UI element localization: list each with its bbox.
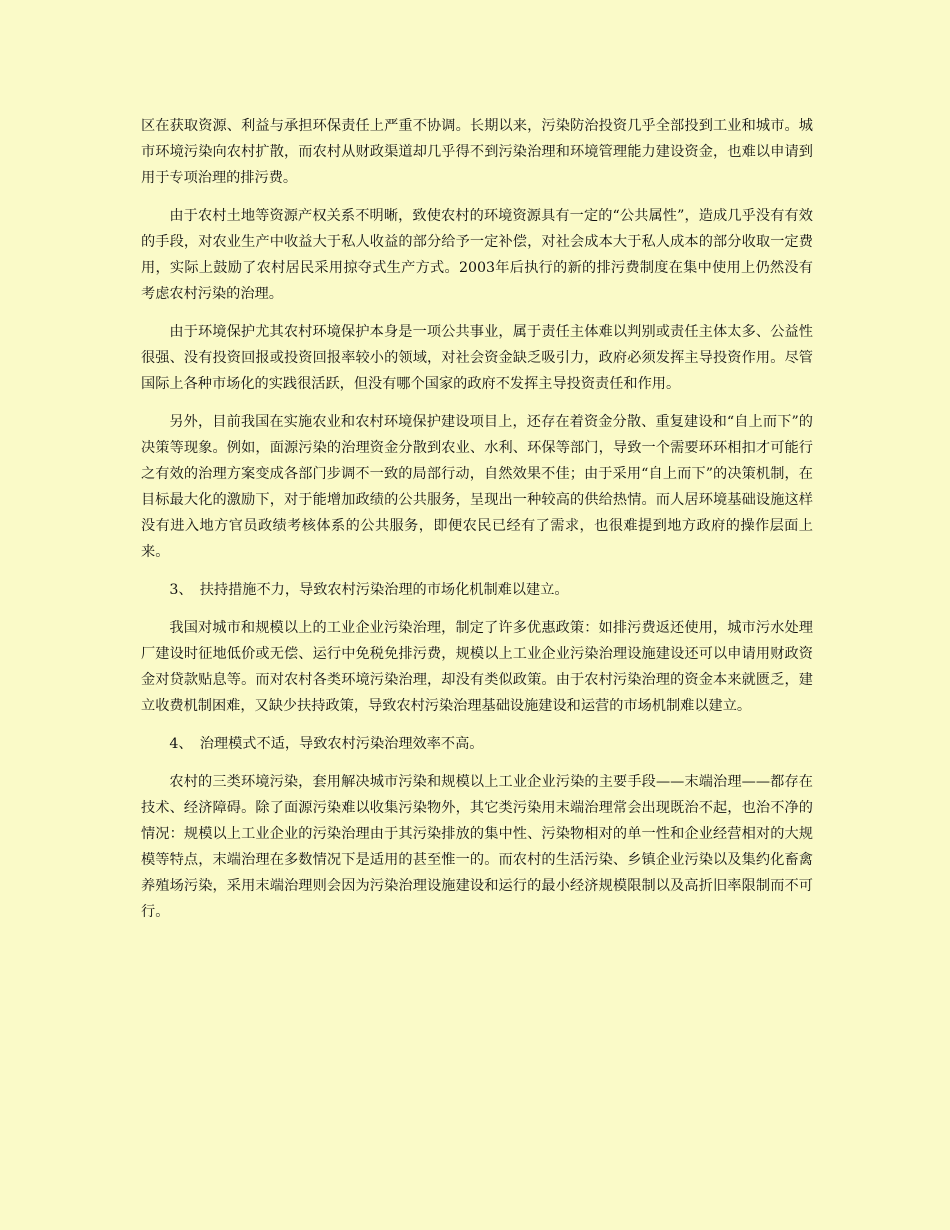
paragraph-property-rights: 由于农村土地等资源产权关系不明晰，致使农村的环境资源具有一定的“公共属性”，造成几乎没有有效的手段，对农业生产中收益大于私人收益的部分给予一定补偿，对社会成本大于私人成本的部分收取一定费用，实际上鼓励了农村居民采用掠夺式生产方式。2003年后执行的新的排污费制度在集中使用上仍然没有考虑农村污染的治理。 [141, 208, 813, 302]
paragraph-public-undertaking: 由于环境保护尤其农村环境保护本身是一项公共事业，属于责任主体难以判别或责任主体太多、公益性很强、没有投资回报或投资回报率较小的领域，对社会资金缺乏吸引力，政府必须发挥主导投资作用。尽管国际上各种市场化的实践很活跃，但没有哪个国家的政府不发挥主导投资责任和作用。 [141, 324, 813, 392]
paragraph-end-treatment: 农村的三类环境污染，套用解决城市污染和规模以上工业企业污染的主要手段——末端治理——都存在技术、经济障碍。除了面源污染难以收集污染物外，其它类污染用末端治理常会出现既治不起，也治不净的情况：规模以上工业企业的污染治理由于其污染排放的集中性、污染物相对的单一性和企业经营相对的大规模等特点，末端治理在多数情况下是适用的甚至惟一的。而农村的生活污染、乡镇企业污染以及集约化畜禽养殖场污染，采用末端治理则会因为污染治理设施建设和运行的最小经济规模限制以及高折旧率限制而不可行。 [141, 774, 813, 920]
paragraph-continued: 区在获取资源、利益与承担环保责任上严重不协调。长期以来，污染防治投资几乎全部投到工业和城市。城市环境污染向农村扩散，而农村从财政渠道却几乎得不到污染治理和环境管理能力建设资金，也难以申请到用于专项治理的排污费。 [141, 118, 813, 186]
paragraph-fund-dispersion: 另外，目前我国在实施农业和农村环境保护建设项目上，还存在着资金分散、重复建设和“自上而下”的决策等现象。例如，面源污染的治理资金分散到农业、水利、环保等部门，导致一个需要环环相扣才可能行之有效的治理方案变成各部门步调不一致的局部行动，自然效果不佳；由于采用“自上而下”的决策机制，在目标最大化的激励下，对于能增加政绩的公共服务，呈现出一种较高的供给热情。而人居环境基础设施这样没有进入地方官员政绩考核体系的公共服务，即便农民已经有了需求，也很难提到地方政府的操作层面上来。 [141, 414, 813, 560]
document-page [141, 113, 813, 937]
section-heading-4: 4、 治理模式不适，导致农村污染治理效率不高。 [169, 736, 484, 752]
paragraph-preferential-policies: 我国对城市和规模以上的工业企业污染治理，制定了许多优惠政策：如排污费返还使用，城市污水处理厂建设时征地低价或无偿、运行中免税免排污费，规模以上工业企业污染治理设施建设还可以申请用财政资金对贷款贴息等。而对农村各类环境污染治理，却没有类似政策。由于农村污染治理的资金本来就匮乏，建立收费机制困难，又缺少扶持政策，导致农村污染治理基础设施建设和运营的市场机制难以建立。 [141, 620, 813, 714]
section-heading-3: 3、 扶持措施不力，导致农村污染治理的市场化机制难以建立。 [169, 582, 569, 598]
